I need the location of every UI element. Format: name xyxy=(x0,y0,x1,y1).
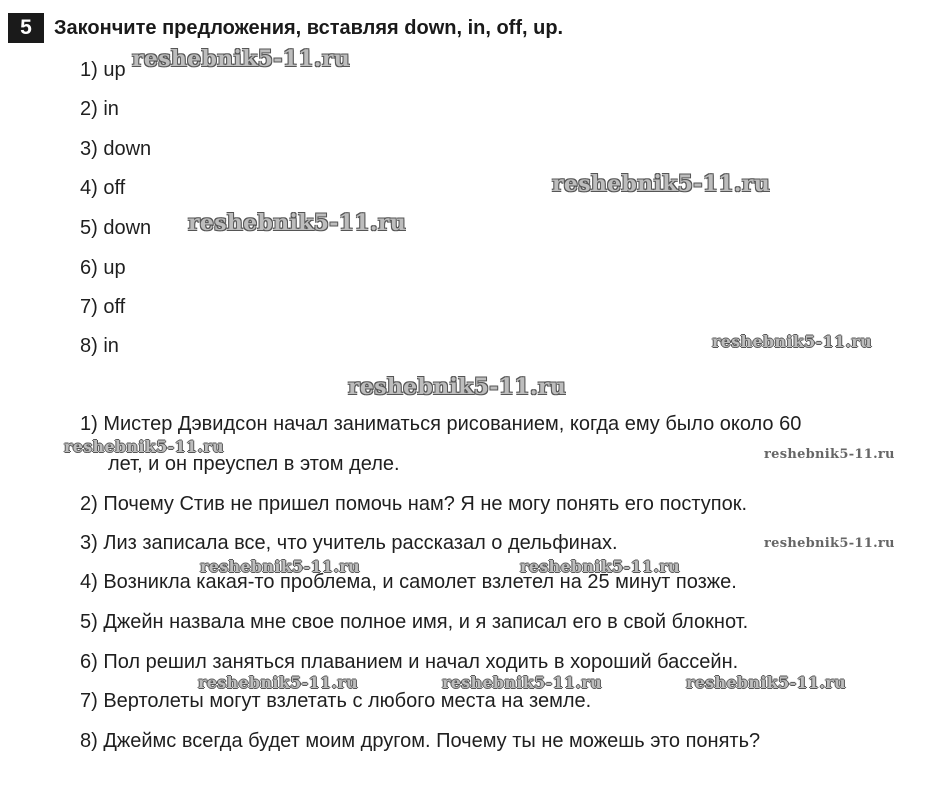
sentence-item-4: 4) Возникла какая-то проблема, и самолет взлетел на 25 минут позже. xyxy=(80,571,737,593)
answer-item-7: 7) off xyxy=(80,296,126,318)
sentence-item-6: 6) Пол решил заняться плаванием и начал ходить в хороший бассейн. xyxy=(80,651,739,673)
watermark: reshebnik5-11.ru xyxy=(686,673,846,692)
watermark: reshebnik5-11.ru xyxy=(188,210,407,236)
answer-item-8: 8) in xyxy=(80,335,119,357)
watermark: reshebnik5-11.ru xyxy=(712,332,872,351)
watermark: reshebnik5-11.ru xyxy=(348,374,567,400)
watermark: reshebnik5-11.ru xyxy=(552,171,771,197)
sentence-item-5: 5) Джейн назвала мне свое полное имя, и я записал его в свой блокнот. xyxy=(80,611,749,633)
watermark: reshebnik5-11.ru xyxy=(764,447,895,462)
task-title: Закончите предложения, вставляя down, in, off, up. xyxy=(54,17,564,39)
watermark: reshebnik5-11.ru xyxy=(200,557,360,576)
sentence-item-3: 3) Лиз записала все, что учитель рассказал о дельфинах. xyxy=(80,532,618,554)
watermark: reshebnik5-11.ru xyxy=(198,673,358,692)
watermark: reshebnik5-11.ru xyxy=(442,673,602,692)
sentence-item-8: 8) Джеймс всегда будет моим другом. Почему ты не можешь это понять? xyxy=(80,730,761,752)
sentence-continuation: лет, и он преуспел в этом деле. xyxy=(108,453,400,475)
answer-item-2: 2) in xyxy=(80,98,119,120)
task-number-badge: 5 xyxy=(8,13,44,43)
watermark: reshebnik5-11.ru xyxy=(64,437,224,456)
watermark: reshebnik5-11.ru xyxy=(520,557,680,576)
watermark: reshebnik5-11.ru xyxy=(764,536,895,551)
answer-item-3: 3) down xyxy=(80,138,152,160)
answer-item-5: 5) down xyxy=(80,217,152,239)
sentence-item-2: 2) Почему Стив не пришел помочь нам? Я не могу понять его поступок. xyxy=(80,493,748,515)
watermark: reshebnik5-11.ru xyxy=(132,46,351,72)
answer-item-4: 4) off xyxy=(80,177,126,199)
answer-item-6: 6) up xyxy=(80,257,126,279)
sentence-item-7: 7) Вертолеты могут взлетать с любого места на земле. xyxy=(80,690,592,712)
sentence-text: 1) Мистер Дэвидсон начал заниматься рисованием, когда ему было около 60 xyxy=(80,413,802,435)
answer-item-1: 1) up xyxy=(80,59,126,81)
